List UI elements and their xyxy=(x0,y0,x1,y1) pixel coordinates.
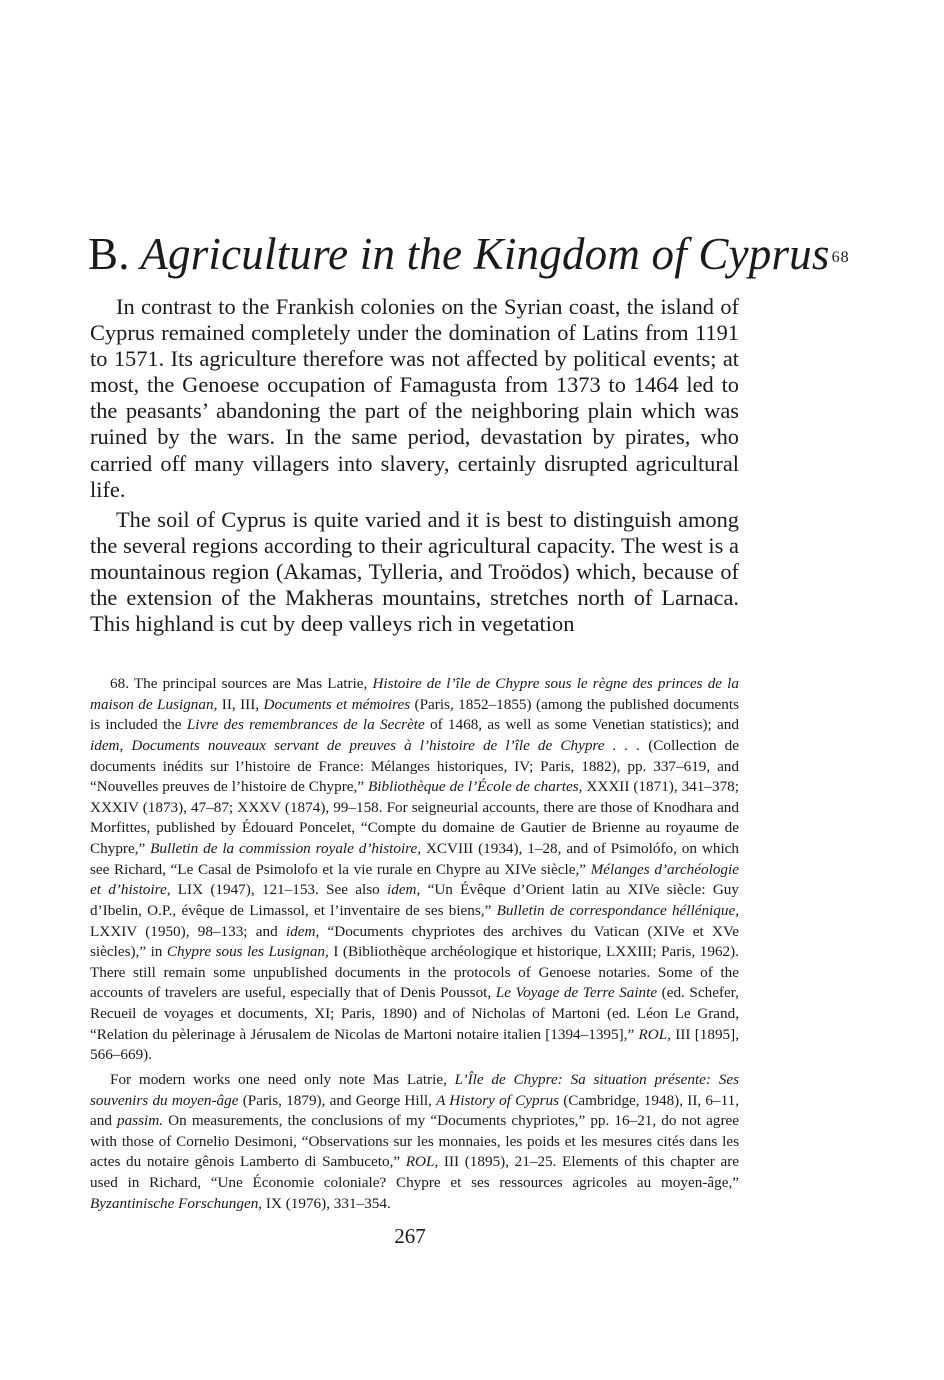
italic-citation: Mélanges d’archéologie et d’histoire, xyxy=(90,860,739,899)
page-number: 267 xyxy=(394,1224,426,1248)
footnote-text: “Un Évêque d’Orient latin au XIVe siècle: Guy d’Ibelin, O.P., évêque de Limassol, et l’inventaire de ses biens,” xyxy=(90,881,739,919)
footnote-reference: 68 xyxy=(831,249,850,266)
italic-citation: ROL, xyxy=(638,1025,671,1043)
footnote-text: I (Bibliothèque archéologique et historique, LXXIII; Paris, 1962). There still remain some unpublished documents in the protocols of Genoese notaries. Some of the accounts of travelers are useful, especially that of Denis Poussot, xyxy=(90,943,739,1002)
body-paragraph-2: The soil of Cyprus is quite varied and it is best to distinguish among the several regions according to their agricultural capacity. The west is a mountainous region (Akamas, Tylleria, and Troödos) which, because of the extension of the Makheras mountains, stretches north of Larnaca. This highland is cut by deep valleys rich in vegetation xyxy=(90,506,739,637)
italic-citation: Livre des remembrances de la Secrète xyxy=(186,716,425,734)
footnote-text: For modern works one need only note Mas Latrie, xyxy=(110,1070,455,1088)
italic-citation: idem, Documents nouveaux servant de preuves à l’histoire de l’île de Chypre . . . xyxy=(90,736,641,754)
italic-citation: A History of Cyprus xyxy=(436,1091,560,1109)
footnote-text: LXXIV (1950), 98–133; and xyxy=(90,922,286,940)
section-title: Agriculture in the Kingdom of Cyprus xyxy=(140,229,830,279)
italic-citation: Documents et mémoires xyxy=(263,695,411,713)
italic-citation: L’Île de Chypre: Sa situation présente: Ses souvenirs du moyen-âge xyxy=(90,1070,739,1109)
footnote-text: (Paris, 1852–1855) (among the published documents is included the xyxy=(90,695,740,734)
italic-citation: Histoire de l’île de Chypre sous le règne des princes de la maison de Lusignan, xyxy=(90,675,739,713)
footnote-text: III (1895), 21–25. Elements of this chapter are used in Richard, “Une Économie coloniale? Chypre et ses ressources agricoles au moyen-âge,” xyxy=(90,1153,740,1191)
footnote-text: III [1895], 566–669). xyxy=(90,1025,739,1064)
section-heading xyxy=(88,226,848,282)
italic-citation: Chypre sous les Lusignan, xyxy=(166,943,329,961)
footnote-68-paragraph-1 xyxy=(90,674,739,1066)
body-text xyxy=(90,294,739,637)
footnote-text: (Collection de documents inédits sur l’histoire de France: Mélanges historiques, IV; Paris, 1882), pp. 337–619, and “Nouvelles preuves de l’histoire de Chypre,” xyxy=(90,736,739,796)
footnote-text: (ed. Schefer, Recueil de voyages et documents, XI; Paris, 1890) and of Nicholas of Martoni (ed. Léon Le Grand, “Relation du pèlerinage à Jérusalem de Nicolas de Martoni notaire italien [1394–1395],” xyxy=(90,984,739,1043)
italic-citation: ROL, xyxy=(405,1153,439,1171)
footnote-text: (Paris, 1879), and George Hill, xyxy=(238,1091,437,1109)
body-paragraph-1: In contrast to the Frankish colonies on the Syrian coast, the island of Cyprus remained completely under the domination of Latins from 1191 to 1571. Its agriculture therefore was not affected by political events; at most, the Genoese occupation of Famagusta from 1373 to 1464 led to the peasants’ abandoning the part of the neighboring plain which was ruined by the wars. In the same period, devastation by pirates, who carried off many villagers into slavery, certainly disrupted agricultural life. xyxy=(90,294,739,502)
footnote-text: (Cambridge, 1948), II, 6–11, and xyxy=(90,1091,740,1130)
italic-citation: Bulletin de la commission royale d’histoire, xyxy=(150,840,422,857)
footnote-text: XCVIII (1934), 1–28, and of Psimolófo, on which see Richard, “Le Casal de Psimolofo et la vie rurale en Chypre au XIVe siècle,” xyxy=(90,840,739,878)
italic-citation: Bulletin de correspondance héllénique, xyxy=(496,901,740,919)
italic-citation: passim. xyxy=(117,1112,164,1130)
footnote-text: On measurements, the conclusions of my “Documents chypriotes,” pp. 16–21, do not agree with those of Cornelio Desimoni, “Observations sur les monnaies, les poids et les mesures cités dans les actes du notaire gênois Lamberto di Sambuceto,” xyxy=(90,1112,739,1171)
section-letter: B. xyxy=(88,229,130,279)
footnote-text: II, III, xyxy=(217,695,264,713)
footnote-text: LIX (1947), 121–153. See also xyxy=(170,881,387,899)
footnote-text: “Documents chypriotes des archives du Vatican (XIVe et XVe siècles),” in xyxy=(90,922,739,961)
italic-citation: idem, xyxy=(387,881,421,899)
footnote-68-paragraph-2 xyxy=(90,1070,739,1214)
footnote-text: of 1468, as well as some Venetian statistics); and xyxy=(424,716,739,734)
italic-citation: Byzantinische Forschungen, xyxy=(90,1194,263,1212)
footnotes xyxy=(90,674,739,1214)
italic-citation: Bibliothèque de l’École de chartes, xyxy=(368,778,583,796)
footnote-text: IX (1976), 331–354. xyxy=(262,1194,391,1212)
footnote-text: XXXII (1871), 341–378; XXXIV (1873), 47–87; XXXV (1874), 99–158. For seigneurial accounts, there are those of Knodhara and Morfittes, published by Édouard Poncelet, “Compte du domaine de Gautier de Brienne au royaume de Chypre,” xyxy=(90,778,739,857)
footnote-text: 68. The principal sources are Mas Latrie, xyxy=(110,675,373,692)
italic-citation: idem, xyxy=(285,922,320,940)
italic-citation: Le Voyage de Terre Sainte xyxy=(495,984,658,1002)
